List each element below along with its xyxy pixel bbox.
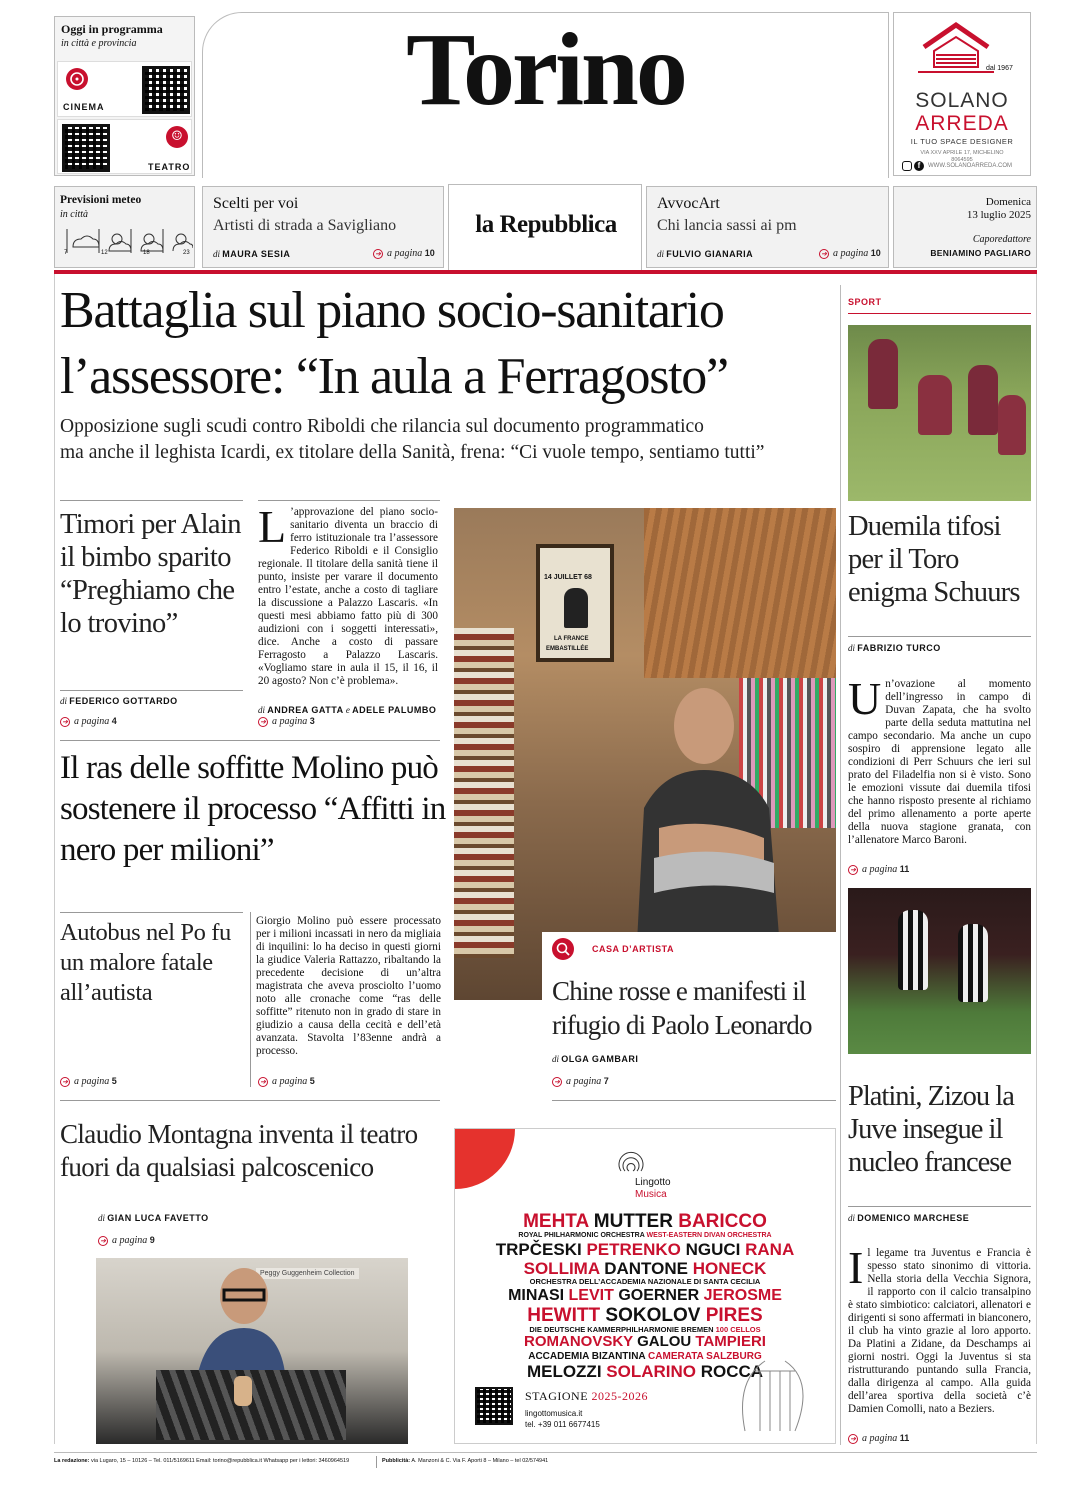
ad-artist-name: HONECK: [692, 1259, 767, 1279]
ad-artist-line: [455, 1259, 835, 1278]
meteo-temp-1: 7: [64, 250, 68, 256]
player-figure: [918, 375, 952, 435]
scelti-page-ref[interactable]: ➔ a pagina 10: [373, 248, 435, 259]
sport-kicker: SPORT: [848, 297, 882, 307]
player-figure: [898, 910, 928, 990]
main-headline-2[interactable]: l’assessore: “In aula a Ferragosto”: [60, 348, 728, 405]
right-frame: [1036, 274, 1037, 1444]
artista-headline[interactable]: Chine rosse e manifesti il rifugio di Paolo Leonardo: [552, 976, 812, 1040]
montagna-page-ref[interactable]: ➔ a pagina 9: [98, 1235, 155, 1246]
ad-lingotto-musica[interactable]: [454, 1128, 836, 1444]
main-headline-1[interactable]: Battaglia sul piano socio-sanitario: [60, 282, 724, 339]
date-box: [893, 186, 1037, 268]
ad-phone: tel. +39 011 6677415: [525, 1420, 600, 1429]
arrow-right-icon: ➔: [819, 249, 829, 259]
divider: [60, 740, 440, 741]
lingotto-logo-icon: [611, 1141, 651, 1181]
ad-brand-2: ARREDA: [915, 112, 1009, 135]
ad-tagline: IL TUO SPACE DESIGNER: [910, 137, 1014, 146]
scelti-box[interactable]: [202, 186, 444, 268]
juve-match-photo[interactable]: [848, 888, 1031, 1054]
alain-page-ref[interactable]: ➔ a pagina 4: [60, 716, 117, 727]
artista-page-ref[interactable]: ➔ a pagina 7: [552, 1076, 609, 1087]
divider: [250, 912, 251, 1087]
programma-box: [54, 16, 195, 176]
avvocart-byline: di FULVIO GIANARIA: [657, 249, 754, 259]
ad-since: dal 1967: [986, 65, 1013, 72]
autobus-page-ref[interactable]: ➔ a pagina 5: [60, 1076, 117, 1087]
meteo-title: Previsioni meteo: [60, 194, 142, 206]
player-figure: [868, 339, 898, 409]
ad-artist-name: MINASI: [508, 1286, 569, 1304]
ad-artist-line: [455, 1232, 835, 1240]
ad-artist-name: MELOZZI: [526, 1362, 607, 1382]
ad-web[interactable]: WWW.SOLANOARREDA.COM: [928, 163, 1013, 169]
avvocart-title: Chi lancia sassi ai pm: [657, 217, 797, 234]
juve-dropcap: I: [848, 1242, 864, 1293]
ad-address-2: 8064595: [951, 157, 973, 163]
artista-byline: di OLGA GAMBARI: [552, 1054, 639, 1064]
toro-headline[interactable]: Duemila tifosi per il Toro enigma Schuurs: [848, 511, 1020, 608]
ad-artist-line: [455, 1287, 835, 1305]
main-article-body: L ’approvazione del piano socio-sanitario diventa un braccio di ferro istituzionale tra l’assessore Federico Riboldi e il Consiglio regionale. Il titolare della sanità tiene il punto, insiste per varare il documento entro l’estate, anche a costo di tagliare la discussione a Palazzo Lascaris. «In questi mesi abbiamo fatto più di 300 audizioni con i soggetti interessati», dice. Anche a costo di passare Ferragosto a Palazzo Lascaris. «Vogliamo stare in aula il 15, il 16, il 20 agosto? Non c’è problema».: [258, 501, 438, 687]
main-page-ref[interactable]: ➔ a pagina 3: [258, 716, 315, 727]
ad-artist-name: 100 CELLOS: [715, 1324, 761, 1334]
wood-ceiling: [644, 508, 836, 678]
player-figure: [998, 395, 1026, 455]
ad-artist-name: PETRENKO: [586, 1240, 686, 1260]
ad-artist-name: PIRES: [705, 1304, 763, 1326]
ad-artist-name: ROMANOVSKY: [524, 1333, 638, 1351]
artista-kicker: CASA D’ARTISTA: [592, 944, 674, 954]
juve-page-ref[interactable]: ➔ a pagina 11: [848, 1433, 909, 1444]
ad-artist-line: [455, 1334, 835, 1351]
qr-code-icon[interactable]: [475, 1387, 513, 1425]
masthead-title: Torino: [406, 12, 685, 127]
date-date: 13 luglio 2025: [966, 209, 1031, 221]
ad-artist-name: BARICCO: [678, 1211, 767, 1232]
ad-artist-name: RANA: [745, 1240, 795, 1260]
weather-icons: [63, 225, 193, 259]
ad-artist-name: SOLARINO: [606, 1362, 701, 1382]
scelti-kicker: Scelti per voi: [213, 195, 299, 212]
red-rule: [54, 270, 1037, 274]
divider: [60, 912, 243, 913]
avvocart-page-ref[interactable]: ➔ a pagina 10: [819, 248, 881, 259]
ad-artist-name: TAMPIERI: [695, 1333, 766, 1351]
ad-artist-name: DANTONE: [604, 1259, 693, 1279]
ad-artist-name: MEHTA: [523, 1211, 594, 1232]
divider: [840, 285, 841, 1445]
molino-body: Giorgio Molino può essere processato per i milioni incassati in nero da migliaia di inquilini: lo ha deciso in questi giorni la giudice Valeria Rattazzo, ribaltando la precedente decisione di un’altra magistrata che aveva prosciolto l’uomo noto alle cronache come “ras delle soffitte” ritenuto non in grado di stare in giudizio a causa della cecità e dell’età avanzata. Stavolta l’83enne andrà a processo.: [256, 915, 441, 1057]
date-day: Domenica: [985, 196, 1031, 208]
ad-artist-name: ORCHESTRA DELL’ACCADEMIA NAZIONALE DI SANTA CECILIA: [529, 1277, 761, 1287]
ad-artist-name: CAMERATA SALZBURG: [648, 1351, 762, 1363]
ad-web[interactable]: lingottomusica.it: [525, 1409, 583, 1418]
divider: [848, 313, 1031, 314]
poster-text-1: 14 JUILLET 68: [544, 574, 592, 581]
meteo-temp-3: 18: [143, 250, 150, 256]
ad-artist-name: DIE DEUTSCHE KAMMERPHILHARMONIE BREMEN: [529, 1324, 716, 1334]
teatro-card[interactable]: [57, 119, 192, 174]
ad-artist-name: ACCADEMIA BIZANTINA: [528, 1351, 649, 1363]
meteo-temp-4: 23: [183, 250, 190, 256]
arrow-right-icon: ➔: [98, 1236, 108, 1246]
montagna-byline: di GIAN LUCA FAVETTO: [98, 1213, 209, 1223]
toro-byline: di FABRIZIO TURCO: [848, 643, 941, 653]
ad-artist-name: MUTTER: [593, 1211, 679, 1232]
poster: [536, 544, 614, 662]
arrow-right-icon: ➔: [60, 1077, 70, 1087]
date-role: Caporedattore: [972, 234, 1031, 245]
search-magnifier-icon: [552, 938, 574, 960]
programma-title: Oggi in programma: [61, 22, 163, 36]
meteo-box: [54, 186, 195, 268]
divider: [552, 1100, 836, 1101]
teatro-label: TEATRO: [148, 162, 191, 172]
main-subhead-2: ma anche il leghista Icardi, ex titolare della Sanità, frena: “Ci vuole tempo, sentiamo tutti”: [60, 442, 765, 463]
divider: [60, 690, 243, 691]
ad-artist-name: TRPČESKI: [495, 1240, 587, 1260]
montagna-photo[interactable]: [96, 1258, 408, 1444]
juve-byline: di DOMENICO MARCHESE: [848, 1213, 970, 1223]
main-byline: di ANDREA GATTA e ADELE PALUMBO: [258, 705, 437, 715]
footer-rule: [54, 1452, 1037, 1453]
arrow-right-icon: ➔: [258, 1077, 268, 1087]
divider: [848, 1206, 1031, 1207]
ad-artist-name: GOERNER: [618, 1286, 704, 1304]
main-dropcap: L: [258, 501, 287, 552]
ad-address-1: VIA XXV APRILE 17, MICHELINO: [920, 150, 1004, 156]
ad-artist-name: JEROSME: [703, 1286, 782, 1304]
arrow-right-icon: ➔: [258, 717, 268, 727]
man-figure: [196, 1262, 286, 1382]
poster-text-2: LA FRANCE: [554, 636, 589, 642]
poster-figure: [564, 588, 588, 628]
left-frame: [54, 274, 55, 1444]
lingotto-logo-2: Musica: [635, 1189, 667, 1200]
film-reel-icon: [66, 68, 88, 90]
avvocart-kicker: AvvocArt: [657, 195, 720, 212]
player-figure: [968, 365, 998, 435]
qr-code-icon[interactable]: [62, 124, 110, 172]
house-logo-icon: [916, 17, 996, 77]
juve-headline[interactable]: Platini, Zizou la Juve insegue il nucleo francese: [848, 1081, 1014, 1178]
arrow-right-icon: ➔: [552, 1077, 562, 1087]
ad-artist-line: [455, 1278, 835, 1286]
arrow-right-icon: ➔: [848, 1434, 858, 1444]
instagram-icon[interactable]: [902, 161, 912, 171]
qr-code-icon[interactable]: [142, 66, 190, 114]
footer-pubblicita: Pubblicità: A. Manzoni & C. Via F. Aporti 8 – Milano – tel 02/574941: [382, 1458, 549, 1464]
repubblica-logo-box[interactable]: [448, 184, 642, 270]
arrow-right-icon: ➔: [848, 865, 858, 875]
ad-brand-1: SOLANO: [915, 89, 1009, 112]
scelti-title: Artisti di strada a Savigliano: [213, 217, 397, 234]
facebook-icon[interactable]: f: [914, 161, 924, 171]
date-editor: BENIAMINO PAGLIARO: [930, 248, 1031, 258]
ad-artist-name: ROYAL PHILHARMONIC ORCHESTRA: [518, 1232, 647, 1240]
ad-artist-line: [455, 1211, 835, 1232]
ad-artist-name: HEWITT: [527, 1304, 606, 1326]
ad-artist-name: GALOU: [637, 1333, 696, 1351]
divider: [60, 1100, 440, 1101]
ad-artist-name: SOKOLOV: [605, 1304, 706, 1326]
avvocart-box[interactable]: [646, 186, 889, 268]
alain-byline: di FEDERICO GOTTARDO: [60, 696, 178, 706]
toro-training-photo[interactable]: [848, 325, 1031, 501]
arrow-right-icon: ➔: [60, 717, 70, 727]
meteo-subtitle: in città: [60, 209, 89, 220]
autobus-headline[interactable]: Autobus nel Po fu un malore fatale all’autista: [60, 919, 231, 1006]
toro-dropcap: U: [848, 673, 882, 724]
cinema-label: CINEMA: [63, 102, 105, 112]
montagna-headline[interactable]: Claudio Montagna inventa il teatro fuori da qualsiasi palcoscenico: [60, 1119, 418, 1182]
scelti-byline: di MAURA SESIA: [213, 249, 291, 259]
ad-artist-name: LEVIT: [568, 1286, 619, 1304]
divider: [60, 500, 243, 501]
photo-sign-text: Peggy Guggenheim Collection: [256, 1268, 359, 1279]
ad-artist-line: [455, 1240, 835, 1259]
alain-headline[interactable]: Timori per Alain il bimbo sparito “Preghiamo che lo trovino”: [60, 509, 241, 639]
ad-artist-line: [455, 1305, 835, 1326]
main-subhead-1: Opposizione sugli scudi contro Riboldi che rilancia sul documento programmatico: [60, 416, 704, 437]
paolo-leonardo-photo[interactable]: [454, 508, 836, 1000]
lyre-illustration-icon: [725, 1351, 825, 1441]
ad-artist-name: ROCCA: [700, 1362, 764, 1382]
ad-solano-arreda[interactable]: [893, 12, 1031, 176]
molino-headline[interactable]: Il ras delle soffitte Molino può sostenere il processo “Affitti in nero per milioni”: [60, 750, 446, 868]
arrow-right-icon: ➔: [373, 249, 383, 259]
molino-page-ref[interactable]: ➔ a pagina 5: [258, 1076, 315, 1087]
divider: [376, 1456, 377, 1468]
programma-subtitle: in città e provincia: [61, 38, 137, 49]
toro-page-ref[interactable]: ➔ a pagina 11: [848, 864, 909, 875]
ad-stagione: STAGIONE 2025-2026: [525, 1389, 649, 1403]
player-figure: [958, 924, 988, 1002]
lingotto-logo-1: Lingotto: [635, 1177, 671, 1188]
ad-artist-name: SOLLIMA: [523, 1259, 605, 1279]
repubblica-logo: la Repubblica: [475, 211, 617, 238]
cinema-card[interactable]: [57, 61, 192, 117]
toro-body: Un’ovazione al momento dell’ingresso in campo di Duvan Zapata, che ha svolto parte della seduta mattutina nel campo secondario. Ma anche un cupo sospiro di apprensione legato alle condizioni di Perr Schuurs che ieri sul prato del Filadelfia non si è visto. Sono le emozioni vissute dai duemila tifosi che hanno risposto presente al richiamo del primo allenamento a porte aperte della nuova stagione granata, con l’allenatore Marco Baroni.: [848, 673, 1031, 846]
artista-card[interactable]: [542, 932, 836, 1097]
ad-artist-name: NGUCI: [685, 1240, 746, 1260]
footer-redazione: La redazione: via Lugaro, 15 – 10126 – Tel. 011/5169611 Email: torino@repubblica.it Whatsapp per i lettori: 3460964519: [54, 1458, 350, 1464]
meteo-temp-2: 12: [101, 250, 108, 256]
juve-body: Il legame tra Juventus e Francia è spesso stato sinonimo di vittoria. Nella storia della Vecchia Signora, il rapporto con il calcio transalpino è stato simbiotico: calciatori, allenatori e dirigenti si sono affermati in bianconero, il club ha vinto grazie al loro apporto. Da Platini a Zidane, da Deschamps ai giorni nostri. Oggi la Juventus si sta ristrutturando puntando sulla Francia, dalla dirigenza al campo. Alla guida dell’area sportiva della società c’è Damien Comolli, nato a Beziers.: [848, 1242, 1031, 1415]
poster-text-3: EMBASTILLÉE: [546, 646, 589, 652]
ad-red-corner: [454, 1128, 515, 1189]
ad-artist-name: WEST-EASTERN DIVAN ORCHESTRA: [646, 1232, 772, 1240]
theater-mask-icon: ☺: [166, 126, 188, 148]
bookshelf: [454, 628, 514, 958]
divider: [848, 636, 1031, 637]
figurine: [234, 1376, 252, 1406]
